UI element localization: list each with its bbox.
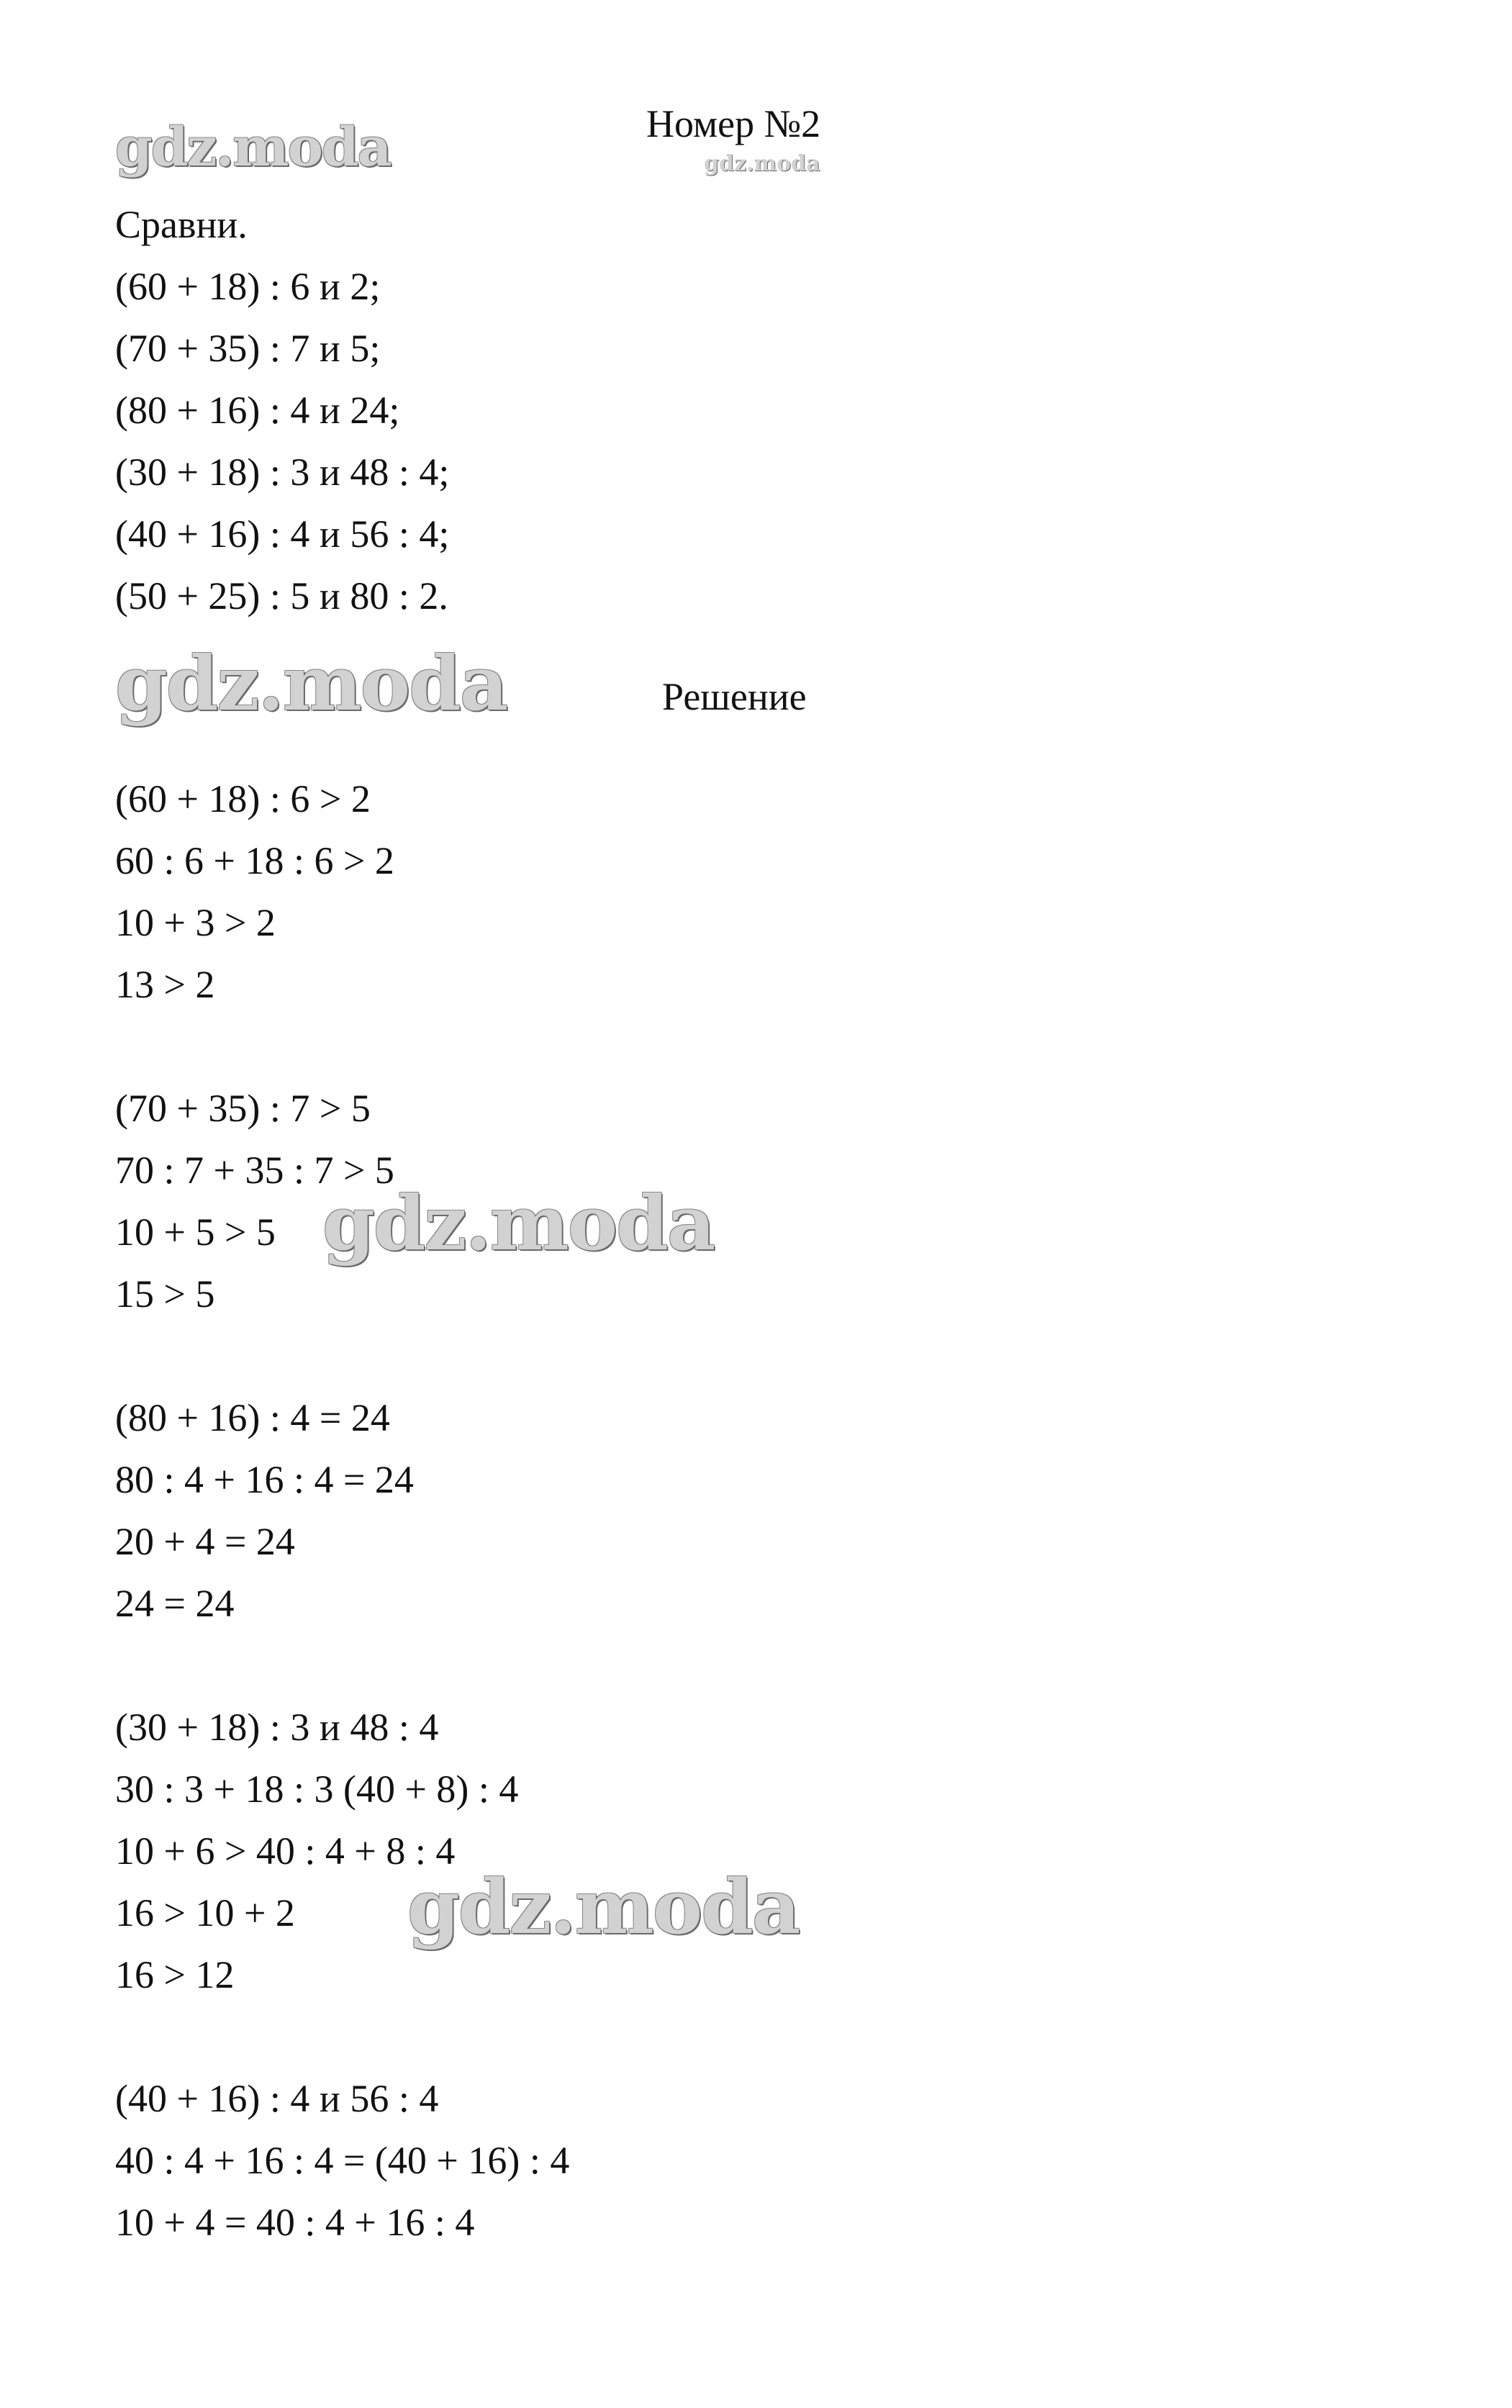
solution-line: 10 + 4 = 40 : 4 + 16 : 4 xyxy=(115,2201,475,2244)
solution-title: Решение xyxy=(662,675,807,718)
task-line: (50 + 25) : 5 и 80 : 2. xyxy=(115,574,448,617)
solution-line: 30 : 3 + 18 : 3 (40 + 8) : 4 xyxy=(115,1767,519,1811)
task-line: (80 + 16) : 4 и 24; xyxy=(115,389,400,432)
solution-line: (60 + 18) : 6 > 2 xyxy=(115,777,371,820)
solution-line: 24 = 24 xyxy=(115,1582,235,1625)
solution-line: 40 : 4 + 16 : 4 = (40 + 16) : 4 xyxy=(115,2139,570,2182)
solution-line: 10 + 6 > 40 : 4 + 8 : 4 xyxy=(115,1829,456,1873)
task-line: (30 + 18) : 3 и 48 : 4; xyxy=(115,451,450,494)
solution-line: (80 + 16) : 4 = 24 xyxy=(115,1396,390,1439)
solution-line: (40 + 16) : 4 и 56 : 4 xyxy=(115,2077,439,2120)
watermark-logo: gdz.moda xyxy=(407,1862,800,1951)
watermark-logo-small: gdz.moda xyxy=(704,151,820,176)
solution-line: 60 : 6 + 18 : 6 > 2 xyxy=(115,839,394,882)
solution-line: 80 : 4 + 16 : 4 = 24 xyxy=(115,1458,414,1501)
solution-line: 16 > 12 xyxy=(115,1953,235,1996)
task-line: (60 + 18) : 6 и 2; xyxy=(115,265,381,308)
solution-line: 16 > 10 + 2 xyxy=(115,1891,295,1934)
task-line: (70 + 35) : 7 и 5; xyxy=(115,327,381,370)
solution-line: (70 + 35) : 7 > 5 xyxy=(115,1087,371,1130)
watermark-logo: gdz.moda xyxy=(115,117,391,178)
solution-line: 70 : 7 + 35 : 7 > 5 xyxy=(115,1149,394,1192)
solution-line: 10 + 3 > 2 xyxy=(115,901,276,944)
solution-line: 13 > 2 xyxy=(115,963,215,1006)
solution-line: (30 + 18) : 3 и 48 : 4 xyxy=(115,1706,439,1749)
task-prompt: Сравни. xyxy=(115,203,248,246)
watermark-logo: gdz.moda xyxy=(322,1179,715,1267)
solution-line: 15 > 5 xyxy=(115,1272,215,1316)
solution-line: 10 + 5 > 5 xyxy=(115,1210,276,1254)
page-title: Номер №2 xyxy=(646,102,821,145)
task-line: (40 + 16) : 4 и 56 : 4; xyxy=(115,512,450,556)
solution-line: 20 + 4 = 24 xyxy=(115,1520,295,1563)
watermark-logo: gdz.moda xyxy=(115,639,507,728)
